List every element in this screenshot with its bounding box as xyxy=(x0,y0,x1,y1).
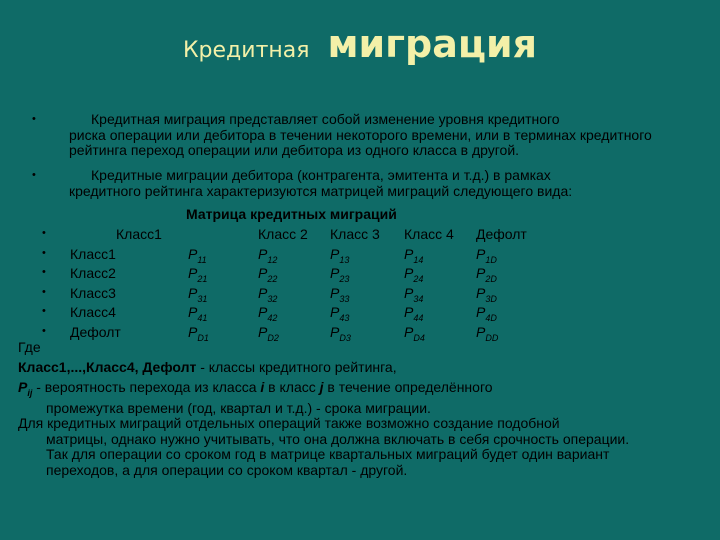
matrix-cell-symbol: P xyxy=(188,265,198,281)
classes-list: Класс1,...,Класс4, Дефолт xyxy=(18,359,197,375)
matrix-cell-symbol: P xyxy=(330,265,340,281)
matrix-header-label: Класс 2 xyxy=(258,226,308,242)
matrix-cell-symbol: P xyxy=(258,265,268,281)
matrix-cell-symbol: P xyxy=(404,323,414,340)
bullet-dot: • xyxy=(42,285,46,298)
matrix-cell-symbol: P xyxy=(476,245,486,262)
classes-desc: - классы кредитного рейтинга, xyxy=(196,359,397,375)
classes-definition xyxy=(18,360,678,376)
pij-text-c: в течение определённого xyxy=(323,379,493,395)
matrix-cell-symbol: P xyxy=(476,304,486,320)
matrix-row-label xyxy=(70,285,116,301)
matrix-cell xyxy=(476,246,497,265)
bullet-1 xyxy=(32,112,689,159)
pij-definition xyxy=(18,380,678,417)
matrix-cell xyxy=(258,246,277,265)
matrix-row-label xyxy=(70,304,116,320)
matrix-cell-index: 42 xyxy=(267,312,278,323)
matrix-cell-index: 44 xyxy=(413,312,424,323)
matrix-cell-index: D2 xyxy=(267,332,279,343)
matrix-row-label xyxy=(70,246,116,262)
pij-symbol: P xyxy=(18,379,28,395)
matrix-cell-symbol: P xyxy=(404,304,414,320)
matrix-header-label: Дефолт xyxy=(476,226,527,242)
bullet-dot: • xyxy=(32,113,36,125)
matrix-header-cell xyxy=(116,226,162,242)
matrix-header-cell xyxy=(258,226,308,242)
matrix-cell-symbol: P xyxy=(258,304,268,320)
matrix-cell xyxy=(330,265,349,284)
final-paragraph xyxy=(18,416,678,478)
matrix-cell-index: 33 xyxy=(339,293,350,304)
matrix-row-label-text: Дефолт xyxy=(70,323,121,340)
matrix-cell-index: 3D xyxy=(485,293,497,304)
matrix-cell xyxy=(188,304,207,323)
matrix-cell-symbol: P xyxy=(258,245,268,262)
matrix-cell xyxy=(476,285,497,304)
matrix-header-label: Класс 4 xyxy=(404,226,454,242)
matrix-cell xyxy=(258,285,277,304)
matrix-cell xyxy=(258,265,277,284)
bullet-dot: • xyxy=(42,324,46,337)
matrix-cell xyxy=(404,265,423,284)
matrix-row-label-text: Класс2 xyxy=(70,265,116,281)
final-rest: матрицы, однако нужно учитывать, что она должна включать в себя срочность операции. Так для операции со сроком год в матрице квартальных миграций будет один вариант переходов, а для операции со сроком квартал - другой. xyxy=(46,430,630,478)
matrix-cell-index: 2D xyxy=(485,273,497,284)
matrix-cell-index: 21 xyxy=(197,273,208,284)
matrix-cell-index: 12 xyxy=(267,254,278,265)
matrix-cell-index: 4D xyxy=(485,312,497,323)
matrix-cell-index: D3 xyxy=(339,332,351,343)
matrix-header-cell xyxy=(476,226,527,242)
matrix-title: Матрица кредитных миграций xyxy=(186,206,397,222)
matrix-cell-symbol: P xyxy=(476,265,486,281)
matrix-cell-symbol: P xyxy=(476,323,486,340)
pij-j: j xyxy=(319,379,324,395)
matrix-cell-symbol: P xyxy=(330,245,340,262)
pij-line2: промежутка времени (год, квартал и т.д.) - срока миграции. xyxy=(46,400,431,417)
matrix-cell xyxy=(188,265,207,284)
matrix-cell-index: 31 xyxy=(197,293,208,304)
matrix-cell xyxy=(476,265,497,284)
pij-text-b: в класс xyxy=(264,379,320,395)
matrix-cell-symbol: P xyxy=(188,245,198,262)
matrix-cell xyxy=(330,246,349,265)
matrix-cell xyxy=(330,285,349,304)
bullet-2-rest: кредитного рейтинга характеризуются матрицей миграций следующего вида: xyxy=(69,182,573,199)
pij-i: i xyxy=(260,379,265,395)
bullet-dot: • xyxy=(42,227,46,239)
matrix-row-label xyxy=(70,265,116,281)
bullet-1-first-line: Кредитная миграция представляет собой изменение уровня кредитного xyxy=(91,111,560,127)
matrix-row-label-text: Класс3 xyxy=(70,284,116,301)
matrix-cell-index: 11 xyxy=(197,254,207,265)
matrix-header-label: Класс1 xyxy=(116,226,162,242)
matrix-cell xyxy=(476,304,497,323)
matrix-header-label: Класс 3 xyxy=(330,226,380,242)
matrix-cell-symbol: P xyxy=(258,284,268,301)
matrix-cell-symbol: P xyxy=(330,304,340,320)
matrix-cell-index: 32 xyxy=(267,293,278,304)
matrix-cell xyxy=(188,285,207,304)
matrix-cell-symbol: P xyxy=(476,284,486,301)
bullet-1-rest: риска операции или дебитора в течении некоторого времени, или в терминах кредитного рейтинга переход операции или дебитора из одного класса в другой. xyxy=(69,126,652,158)
matrix-cell-symbol: P xyxy=(188,323,198,340)
matrix-cell-symbol: P xyxy=(188,284,198,301)
matrix-row-label-text: Класс4 xyxy=(70,304,116,320)
matrix-cell-index: 13 xyxy=(339,254,350,265)
bullet-dot: • xyxy=(42,305,46,317)
pij-sub: ij xyxy=(27,387,33,398)
final-line1: Для кредитных миграций отдельных операций также возможно создание подобной xyxy=(18,415,560,431)
matrix-cell xyxy=(330,304,349,323)
matrix-cell-index: DD xyxy=(485,332,499,343)
bullet-dot: • xyxy=(42,246,46,259)
matrix-cell xyxy=(404,304,423,323)
bullet-dot: • xyxy=(42,266,46,278)
matrix-cell-index: 14 xyxy=(413,254,424,265)
matrix-cell-index: 23 xyxy=(339,273,350,284)
matrix-header-cell xyxy=(330,226,380,242)
matrix-cell-index: 24 xyxy=(413,273,424,284)
matrix-cell xyxy=(258,304,277,323)
title-part2: миграция xyxy=(327,22,538,66)
matrix-row-label-text: Класс1 xyxy=(70,245,116,262)
matrix-cell-symbol: P xyxy=(404,245,414,262)
matrix-cell-symbol: P xyxy=(258,323,268,340)
matrix-cell-index: 1D xyxy=(485,254,497,265)
matrix-cell-symbol: P xyxy=(404,284,414,301)
matrix-cell xyxy=(188,246,207,265)
matrix-cell-symbol: P xyxy=(330,284,340,301)
matrix-cell-index: 34 xyxy=(413,293,424,304)
where-label: Где xyxy=(18,339,41,355)
matrix-row-label xyxy=(70,324,121,340)
page-title xyxy=(0,22,720,66)
matrix-cell-index: 22 xyxy=(267,273,278,284)
matrix-cell xyxy=(404,246,423,265)
pij-text-a: - вероятность перехода из класса xyxy=(32,379,261,395)
matrix-header-cell xyxy=(404,226,454,242)
matrix-cell-index: 43 xyxy=(339,312,350,323)
bullet-2-first-line: Кредитные миграции дебитора (контрагента, эмитента и т.д.) в рамках xyxy=(91,167,551,183)
matrix-cell-index: D4 xyxy=(413,332,425,343)
bullet-dot: • xyxy=(32,169,36,181)
bullet-2 xyxy=(32,168,689,199)
matrix-cell-symbol: P xyxy=(404,265,414,281)
matrix-cell-index: D1 xyxy=(197,332,209,343)
matrix-cell xyxy=(404,285,423,304)
matrix-cell-index: 41 xyxy=(197,312,208,323)
matrix-cell-symbol: P xyxy=(188,304,198,320)
title-part1: Кредитная xyxy=(182,38,310,63)
matrix-cell-symbol: P xyxy=(330,323,340,340)
